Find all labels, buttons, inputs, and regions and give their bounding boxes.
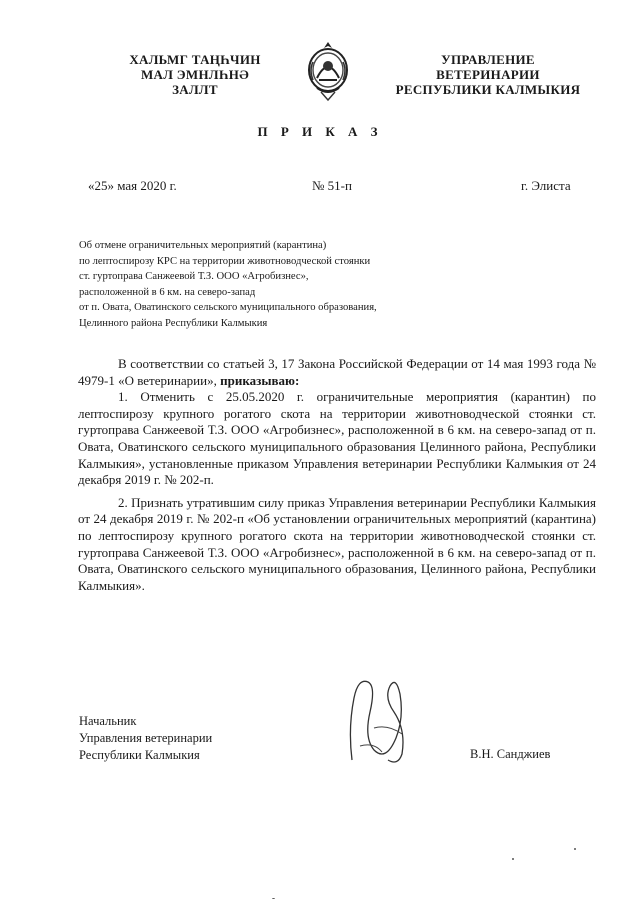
subject-line: по лептоспирозу КРС на территории животноводческой стоянки — [79, 255, 371, 267]
header-left-line-1: ХАЛЬМГ ТАҢҺЧИН — [129, 52, 261, 67]
position-line: Начальник — [79, 714, 137, 728]
intro-paragraph — [78, 356, 596, 389]
handwritten-signature — [330, 668, 440, 768]
header-right-russian — [388, 52, 588, 97]
scan-speck — [512, 858, 514, 860]
order-city: г. Элиста — [521, 178, 571, 193]
position-line: Республики Калмыкия — [79, 748, 200, 762]
subject-line: от п. Овата, Оватинского сельского муниципального образования, — [79, 302, 377, 313]
intro-text: В соответствии со статьей 3, 17 Закона Российской Федерации от 14 мая 1993 года № 4979-1 «О ветеринарии», — [78, 356, 596, 388]
order-item-1: 1. Отменить с 25.05.2020 г. ограничительные мероприятия (карантин) по лептоспирозу крупного рогатого скота на территории животноводческой стоянки ст. гуртоправа Санжеевой Т.З. ООО «Агробизнес», расположенной в 6 км. на северо-запад от п. Овата, Оватинского сельского муниципального образования Целинного района, Республики Калмыкия», установленные приказом Управления ветеринарии Республики Калмыкия от 24 декабря 2019 г. № 202-п. — [78, 389, 596, 488]
header-left-kalmyk — [100, 52, 290, 97]
header-left-line-2: МАЛ ЭМНЛҺНӘ — [140, 67, 250, 82]
scan-speck — [574, 848, 576, 850]
order-item-2: 2. Признать утратившим силу приказ Управления ветеринарии Республики Калмыкия от 24 декабря 2019 г. № 202-п «Об установлении ограничительных мероприятий (карантина) по лептоспирозу крупного рогатого скота на территории животноводческой стоянки ст. гуртоправа Санжеевой Т.З. ООО «Агробизнес», расположенной в 6 км. на северо-запад от п. Овата, Оватинского сельского муниципального образования, Целинного района, Республики Калмыкия». — [78, 494, 596, 593]
order-body — [78, 356, 596, 594]
header-right-line-1: УПРАВЛЕНИЕ — [441, 52, 535, 67]
document-title: П Р И К А З — [257, 124, 383, 139]
subject-line: Об отмене ограничительных мероприятий (карантина) — [79, 240, 327, 251]
header-left-line-3: ЗАЛЛТ — [172, 82, 218, 97]
coat-of-arms-icon — [303, 40, 353, 102]
subject-line: Целинного района Республики Калмыкия — [79, 317, 268, 329]
signatory-position — [79, 713, 212, 764]
order-number: № 51-п — [312, 178, 352, 193]
order-date: «25» мая 2020 г. — [88, 178, 177, 193]
header-right-line-2: ВЕТЕРИНАРИИ — [436, 67, 540, 82]
signatory-name: В.Н. Санджиев — [470, 747, 551, 761]
intro-bold-order: приказываю: — [220, 372, 300, 388]
subject-line: расположенной в 6 км. на северо-запад — [79, 286, 256, 298]
header-right-line-3: РЕСПУБЛИКИ КАЛМЫКИЯ — [395, 82, 581, 97]
order-subject — [79, 238, 499, 331]
subject-line: ст. гуртоправа Санжеевой Т.З. ООО «Агробизнес», — [79, 271, 309, 282]
scan-speck — [272, 898, 275, 899]
position-line: Управления ветеринарии — [79, 731, 213, 745]
